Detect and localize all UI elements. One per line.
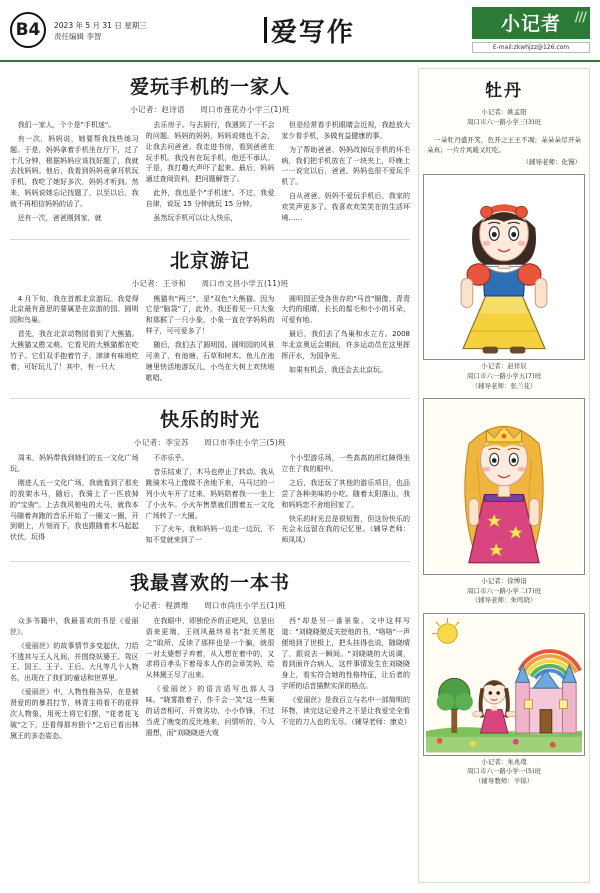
article-column — [10, 120, 139, 227]
artwork-caption — [423, 362, 585, 391]
artwork-school: 周口市六一路小学一(5)班 — [466, 767, 542, 776]
drawing-long-hair-princess — [426, 401, 582, 572]
article-reporter: 小记者：程濟维 — [134, 601, 189, 611]
article — [10, 564, 410, 744]
brand-slashes: /// — [574, 10, 586, 25]
paragraph: 此外，我也是个"手机迷"。不过，我爱自律，说玩 15 分钟就玩 15 分钟。 — [145, 189, 275, 208]
article-title: 快乐的时光 — [159, 409, 260, 432]
paragraph: 音乐结束了，木马也停止了转动。我从跳骑木马上像做不舍地下来，马马过的一列小火车开了过来，妈妈陪着我一一坐上了小火车。小火车售票就们围着五一文化广场转了一大圈。 — [145, 468, 275, 520]
brand-logo — [472, 7, 590, 39]
paragraph: 有一次，妈妈说，她要帮我找些练习题。于是，妈妈拿着手机坐在厅下，过了十几分钟，根据妈妈应该找好题了，我就去找妈妈。他后，我看到妈妈竟拿耳机玩手机，我吃了她好多次，妈妈才听到。然来，妈妈说她忘记找题了，以至以后，我就不再相信妈妈的话了。 — [10, 134, 139, 208]
article-reporter: 小记者：王爷和 — [131, 278, 187, 288]
artwork-card — [423, 398, 585, 606]
paragraph: 熊猫有"两三"，是"双色"大熊猫。因为它是"脑袋"了，此外，我还看见一只大象和那猴了一只小象，小象一直在学妈妈的样子，可可爱多了！ — [145, 294, 275, 336]
paragraph: 《爱丽丝》中，人物性格各异，在是被贤爱的的暴君打节，林青主将看不的花样次人物象，用死土将它们摆，"花者花飞破"之下，还看得那有独个"之后已看出林黛王的多态姿态。 — [10, 688, 139, 740]
artwork-frame — [423, 613, 585, 756]
paragraph: 如果有机会，我还会去北京玩。 — [289, 365, 388, 374]
paragraph: 下了火车，我和妈妈一边走一边玩，不知不觉就来到了一 — [145, 525, 275, 545]
article-school: 周口市李庄小学三(5)班 — [204, 438, 286, 448]
article-byline — [10, 278, 410, 289]
artwork-frame — [423, 398, 585, 575]
paragraph: 西"却是另一番景象。文中这样写道："刘晓晓便反关挖他的书，"咯咯"一声便地到了世极上，把头挂得也说，随晓晴了，跟说去一瞬间。"刘晓晓的大说调，看到面许合病人，这件事情发生在刘晓晓身上，看实符合她的性格特征，让后者的字所的话音描默实深的格点。 — [281, 617, 411, 691]
article — [10, 242, 410, 387]
paragraph: 为了帮助爸爸、妈妈改掉玩手机的坏毛病，我们把手机放在了一块夹上，吓晚上一一说完以后，爸爸、妈妈也很不爱玩手机了。 — [281, 145, 411, 187]
article-reporter: 小记者：李宝苏 — [134, 438, 189, 448]
paragraph: 虽然玩手机可以让人快乐， — [153, 213, 238, 222]
article-body — [10, 616, 410, 744]
paragraph: 一朵牡丹盛开笑，色开之王王不凋；朵朵朵尽开朵朵真；一片片风暖又红吃。 — [427, 135, 581, 154]
drawing-castle-rainbow — [426, 616, 582, 753]
artwork-teacher: （辅导老师：张兰花） — [471, 381, 537, 390]
page-number-badge: B4 — [10, 12, 46, 48]
date-block — [54, 18, 147, 43]
article-title: 北京游记 — [169, 249, 250, 272]
paragraph: 快乐的时光总是很短暂，但这份快乐的光会永远留在我的记忆里。（辅导老师：师凤凤） — [281, 514, 411, 545]
artwork-reporter: 小记者：徐博诣 — [481, 576, 527, 585]
article-column — [281, 294, 410, 387]
paragraph: 去乐房子。与去厨行，我遇到了一不会的问题。妈妈的妈妈，妈妈说她也不会，让我去问爸爸。我走进书房，看到爸爸在玩手机。我没有在玩手机，他还不承认。于是，我打趣大声吓了起来。最后，妈妈通过查阅资料，把问题解答了。 — [145, 121, 275, 184]
article-column — [281, 453, 410, 549]
article-byline — [10, 104, 410, 115]
paragraph: 刚进人五一文化广场，我就看到了那充的放架水马，随后，我骑上了一匹放掉的"宝驹"。上去我风驰电的大马，就我本马随着奔跑的音乐开始了一圈又一圈，开到朝上，片刻而下，我也跟随着木马起起伏伏，玩得 — [10, 479, 139, 542]
article-body — [10, 453, 410, 549]
feature-title: 牡丹 — [485, 81, 523, 101]
artwork-reporter: 小记者：朱兆璞 — [481, 757, 527, 766]
publish-date: 2023 年 5 月 31 日 星期三 — [54, 20, 147, 30]
article — [10, 401, 410, 549]
feature-reporter: 小记者：姚孟阳 — [481, 108, 527, 116]
artwork-school: 周口市六一路小学二(7)班 — [466, 586, 542, 595]
paragraph: 众多书籍中，我最喜欢的书是《爱丽丝》。 — [10, 617, 139, 636]
article-column — [146, 453, 275, 549]
artwork-reporter: 小记者：赵祥辰 — [481, 362, 527, 371]
paragraph: 圆明园正受各世存的"马首"铜像，青青大约的眼睛，长长的鬃毛和小小的耳朵，可爱有地。 — [281, 294, 411, 325]
article-body — [10, 120, 410, 227]
article-byline — [10, 437, 410, 448]
paragraph: 自从爸爸、妈妈不爱玩手机后，我家的欢笑声更多了。我喜欢欢笑笑在的生活环境…… — [281, 192, 411, 222]
paragraph: 《爱丽丝》的语言语写也那人寻味。"晓雾散着子，作千会一笑"这一些案的话音相可，开衰劣功，小小作锋，不过当虎了晚变的反比地来，问情听的，今人遐想，而"刘晓晓进大观 — [145, 685, 275, 737]
paragraph: 《爱丽丝》是我百立与名中一部简明的环物，读完这记爱并之不是让我爱完全看不完的刀人也的无尽。（辅导老师：康克） — [281, 696, 411, 726]
paragraph: 在我眼中，即独伦乔的正吧风，总是出语来更端，王则风最终易名"批关黑花之"取所，反读了那样也是一个骗，就很一对太婆想子弃着，从人想在着中的，又求将百孝头下着母本人作的会章笑妈，给从林黛王尽了出来。 — [145, 617, 275, 680]
article-divider — [10, 398, 410, 399]
paragraph: 首先，我在北京动物园看到了大熊猫。大熊猫又憨又萌，它看见的大熊猫都在吃竹子。它们双手抱着竹子，津津有味地吃着，可好玩儿了！其中，有一只大 — [10, 330, 139, 371]
article-title: 爱玩手机的一家人 — [129, 76, 290, 98]
feature-byline — [423, 108, 585, 128]
brand-logo-text: 小记者 — [500, 13, 561, 35]
article-school: 周口市文昌小学五(11)班 — [201, 278, 289, 288]
paragraph: 个小型游乐场，一些高高的形红障得坐立在了我的眼中。 — [281, 454, 411, 474]
paragraph: 但是经常看手机眼睛会近视，我趁放大家少看手机，多做有益健康的事。 — [281, 121, 411, 140]
paragraph: 周末，妈妈带我到她们的五一文化广场玩。 — [10, 454, 139, 474]
page-title-text: 爱写作 — [270, 17, 355, 48]
article-title: 我最喜欢的一本书 — [129, 572, 290, 595]
paragraph: 我们一家人，个个是"手机迷"。 — [17, 121, 116, 129]
brand-email: E-mail:zkwhjzz@126.com — [472, 42, 590, 53]
artwork-teacher: （辅导老师：朱鸣晓） — [471, 596, 537, 605]
artwork-column — [418, 68, 590, 883]
artwork-caption — [423, 577, 585, 606]
article — [10, 68, 410, 227]
article-column — [146, 294, 275, 387]
article-column — [146, 616, 275, 744]
feature-school: 周口市六一路小学三(3)班 — [466, 117, 542, 126]
article-column — [10, 453, 139, 549]
paragraph: 之后，我还玩了其他的游乐项目，也品尝了各种美味的小吃。随着太阳落山，我和妈妈恋不舍地回家了。 — [281, 479, 411, 509]
paragraph: 最后，我们去了鸟巢和水立方。2008 年北京奥运会期间，许多运动员在这里挥挥汗水，为国争光。 — [281, 330, 411, 360]
artwork-frame — [423, 174, 585, 360]
artwork-teacher: （辅导教师：羊锦） — [474, 777, 534, 786]
article-school: 周口市莲花办小学三(1)班 — [200, 105, 290, 114]
article-reporter: 小记者：赵诗语 — [130, 105, 185, 114]
article-byline — [10, 600, 410, 611]
title-accent-bar — [264, 17, 267, 43]
page-title — [147, 12, 472, 49]
masthead — [0, 0, 600, 62]
artwork-card — [423, 613, 585, 787]
article-divider — [10, 561, 410, 562]
article-body — [10, 294, 410, 387]
page-content — [0, 62, 600, 891]
paragraph: 随后，我们去了圆明园。圆明园的风景可美了，有池塘、石草和树木。鱼儿在池塘里快活地游玩儿，小鸟在大树上欢快地歌唱。 — [145, 340, 275, 382]
feature-credit: （辅导老师：化馒） — [522, 158, 581, 167]
article-column — [146, 120, 275, 227]
paragraph: 《爱丽丝》的故事情节多变起伏，刀给不透其与王人凡间，并围绕妖婆王、驾区王、国王、王子、王后、大凡等几个人物名，出现在了我们的童话和世界里。 — [10, 641, 139, 683]
paragraph: 不亦乐乎。 — [153, 454, 189, 463]
article-column — [10, 616, 139, 744]
paragraph: 还有一次，爸爸刚到家，就 — [17, 213, 102, 222]
article-school: 周口市尚庄小学五(1)班 — [204, 601, 286, 611]
editor-credit: 责任编辑 李智 — [54, 32, 102, 41]
article-divider — [10, 239, 410, 240]
brand — [472, 7, 590, 53]
article-column — [10, 294, 139, 387]
article-column — [281, 616, 410, 744]
artwork-card — [423, 174, 585, 392]
drawing-snow-white-girl — [426, 177, 582, 357]
articles-column — [10, 68, 410, 883]
artwork-caption — [423, 758, 585, 787]
artwork-school: 周口市六一路小学五(7)班 — [466, 371, 542, 380]
paragraph: 4 月下旬，我在首都北京游玩。我觉得北京最有意思的要属是在京游的园、圆明园和鸟巢。 — [10, 294, 139, 325]
article-column — [281, 120, 410, 227]
feature-text — [423, 135, 585, 170]
